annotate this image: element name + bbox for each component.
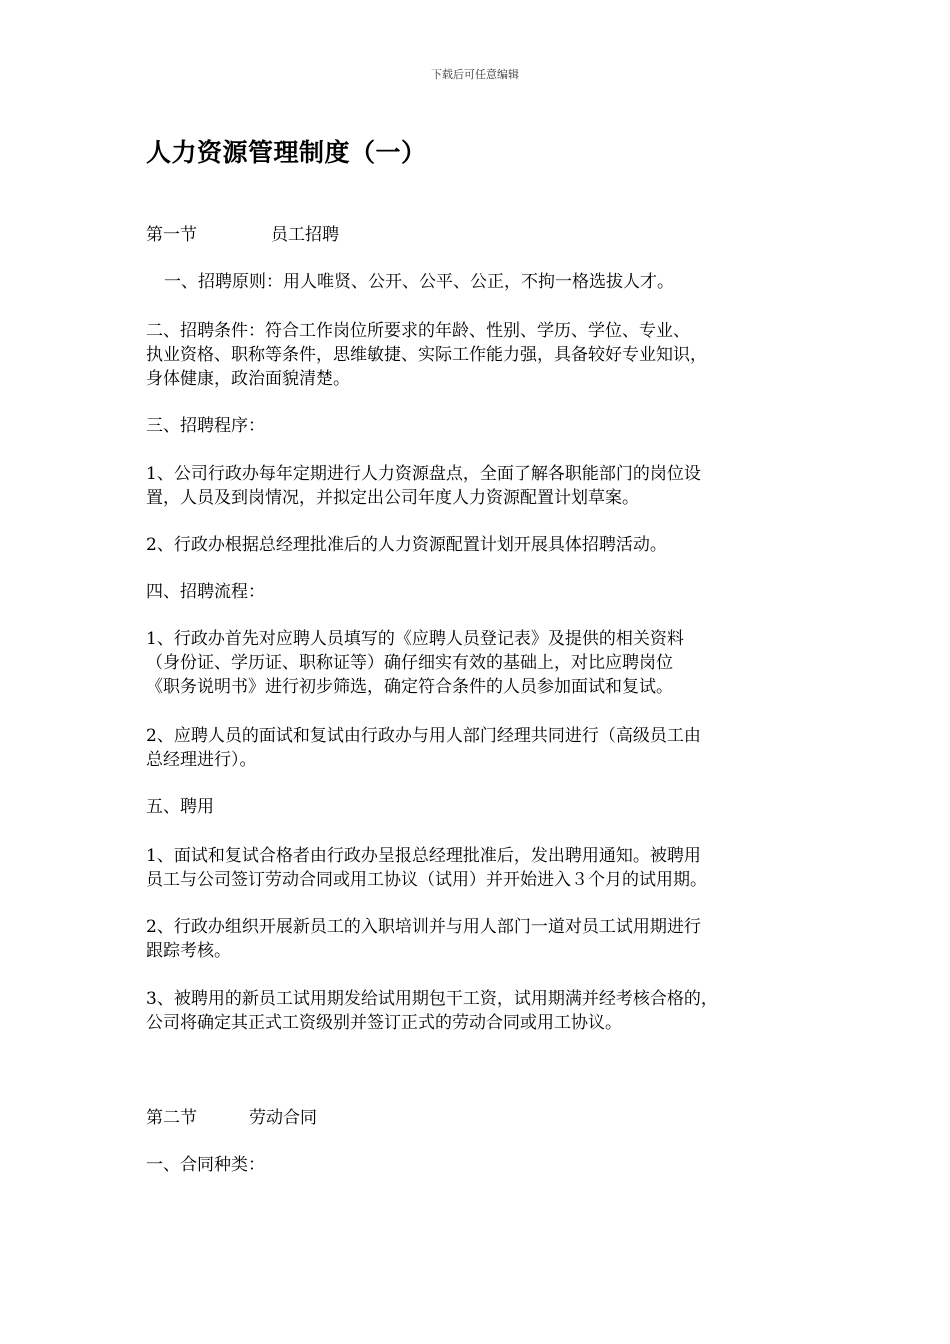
paragraph-recruit-conditions-line3: 身体健康，政治面貌清楚。 — [146, 369, 350, 389]
paragraph-recruit-flow-heading: 四、招聘流程： — [146, 582, 265, 602]
section-heading-1 — [146, 223, 816, 247]
paragraph-procedure-2: 2、行政办根据总经理批准后的人力资源配置计划开展具体招聘活动。 — [146, 535, 667, 555]
paragraph-procedure-1-line1: 1、公司行政办每年定期进行人力资源盘点，全面了解各职能部门的岗位设 — [146, 464, 701, 484]
paragraph-recruit-conditions-line1: 二、招聘条件：符合工作岗位所要求的年龄、性别、学历、学位、专业、 — [146, 321, 690, 341]
paragraph-flow-1-line1: 1、行政办首先对应聘人员填写的《应聘人员登记表》及提供的相关资料 — [146, 629, 684, 649]
paragraph-recruit-procedure-heading: 三、招聘程序： — [146, 416, 265, 436]
paragraph-employment-3-line2: 公司将确定其正式工资级别并签订正式的劳动合同或用工协议。 — [146, 1013, 622, 1033]
section-name: 劳动合同 — [249, 1108, 317, 1128]
document-title: 人力资源管理制度（一） — [146, 138, 427, 167]
page-header-note: 下载后可任意编辑 — [431, 68, 519, 81]
section-label: 第一节 — [146, 225, 197, 245]
paragraph-employment-1-line2: 员工与公司签订劳动合同或用工协议（试用）并开始进入３个月的试用期。 — [146, 870, 707, 890]
section-heading-2 — [146, 1106, 816, 1130]
paragraph-recruit-principle: 一、招聘原则：用人唯贤、公开、公平、公正，不拘一格选拔人才。 — [164, 272, 674, 292]
paragraph-procedure-1-line2: 置，人员及到岗情况，并拟定出公司年度人力资源配置计划草案。 — [146, 488, 639, 508]
paragraph-contract-types-heading: 一、合同种类： — [146, 1155, 265, 1175]
section-name: 员工招聘 — [271, 225, 339, 245]
paragraph-employment-2-line1: 2、行政办组织开展新员工的入职培训并与用人部门一道对员工试用期进行 — [146, 917, 701, 937]
paragraph-employment-1-line1: 1、面试和复试合格者由行政办呈报总经理批准后，发出聘用通知。被聘用 — [146, 846, 701, 866]
paragraph-recruit-conditions-line2: 执业资格、职称等条件，思维敏捷、实际工作能力强，具备较好专业知识， — [146, 345, 707, 365]
paragraph-flow-2-line2: 总经理进行）。 — [146, 750, 257, 770]
paragraph-flow-1-line2: （身份证、学历证、职称证等）确仔细实有效的基础上，对比应聘岗位 — [146, 653, 673, 673]
paragraph-flow-2-line1: 2、应聘人员的面试和复试由行政办与用人部门经理共同进行（高级员工由 — [146, 726, 701, 746]
paragraph-employment-heading: 五、聘用 — [146, 797, 214, 817]
paragraph-flow-1-line3: 《职务说明书》进行初步筛选，确定符合条件的人员参加面试和复试。 — [146, 677, 673, 697]
paragraph-employment-3-line1: 3、被聘用的新员工试用期发给试用期包干工资，试用期满并经考核合格的， — [146, 989, 718, 1009]
paragraph-employment-2-line2: 跟踪考核。 — [146, 941, 231, 961]
section-label: 第二节 — [146, 1108, 197, 1128]
